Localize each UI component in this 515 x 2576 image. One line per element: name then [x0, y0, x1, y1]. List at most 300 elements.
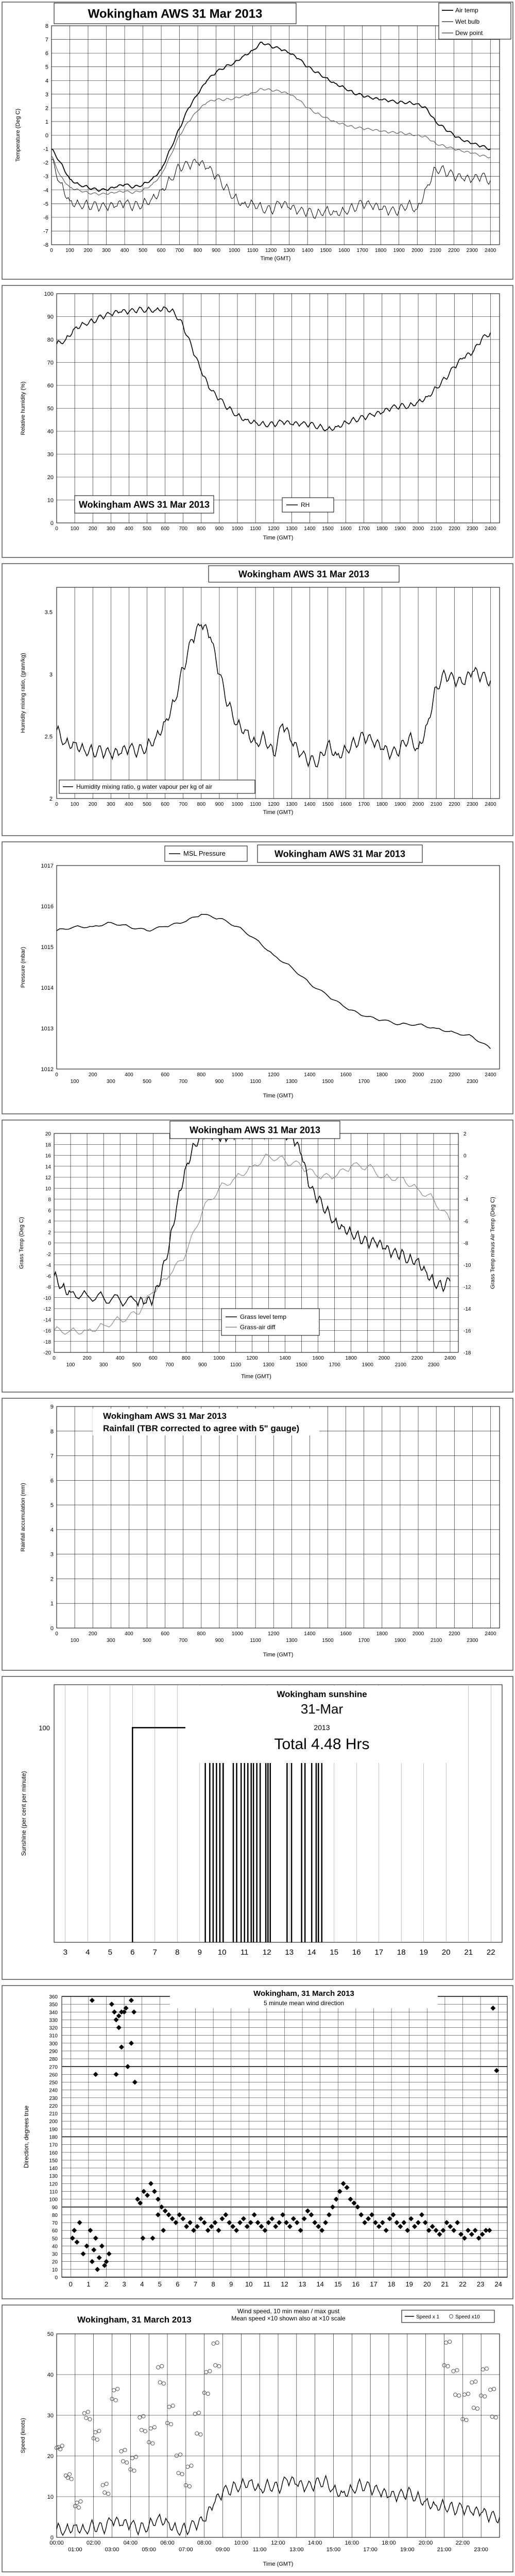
x-tick-label: 1500	[296, 1362, 307, 1368]
x-tick-label: 13	[285, 1948, 294, 1957]
y-axis-label: Grass Temp (Deg C)	[19, 1217, 25, 1269]
y-tick-label: 260	[49, 2072, 58, 2078]
x-tick-label: 2000	[412, 1072, 424, 1078]
x-tick-label: 300	[106, 1079, 115, 1084]
x-tick-label: 1100	[230, 1362, 242, 1368]
chart-subtitle-2: Mean speed ×10 shown also at ×10 scale	[231, 2315, 346, 2322]
y-tick-label: 2.5	[44, 734, 53, 740]
x-tick-label: 19	[405, 2280, 413, 2288]
x-tick-label: 1700	[358, 526, 370, 532]
x-tick-label: 15	[334, 2280, 342, 2288]
x-tick-label: 12:00	[271, 2540, 285, 2546]
y-tick-label: 90	[52, 2205, 58, 2211]
x-tick-label: 20	[423, 2280, 431, 2288]
x-tick-label: 15:00	[326, 2547, 341, 2553]
legend-box	[402, 2310, 494, 2323]
x-tick-label: 2400	[485, 248, 496, 253]
y-tick-label: 180	[49, 2134, 58, 2141]
y-tick-label: 130	[49, 2174, 58, 2180]
x-tick-label: 2300	[467, 526, 478, 532]
x-tick-label: 700	[179, 1638, 188, 1643]
x-tick-label: 200	[83, 248, 93, 253]
chart-title: Wokingham AWS 31 Mar 2013	[78, 499, 210, 510]
x-tick-label: 400	[125, 1072, 133, 1078]
x-tick-label: 18	[387, 2280, 396, 2288]
x-tick-label: 1600	[340, 526, 352, 532]
x-tick-label: 1900	[394, 526, 406, 532]
x-tick-label: 1100	[250, 526, 261, 532]
x-tick-label: 14	[307, 1948, 316, 1957]
x-axis-label: Time (GMT)	[263, 1093, 294, 1099]
chart-subtitle: 5 minute mean wind direction	[263, 1999, 345, 2007]
x-tick-label: 21	[464, 1948, 473, 1957]
x-tick-label: 100	[66, 1362, 75, 1368]
x-tick-label: 100	[70, 1638, 79, 1643]
y-tick-label: 0	[50, 2535, 54, 2541]
x-tick-label: 1600	[312, 1355, 324, 1361]
x-tick-label: 1800	[376, 802, 388, 807]
y-tick-label: 3	[45, 91, 48, 98]
x-tick-label: 1600	[340, 1631, 352, 1637]
y-tick-label: 4	[50, 1527, 54, 1533]
x-tick-label: 8	[175, 1948, 180, 1957]
x-tick-label: 0	[50, 248, 53, 253]
y-tick-label: -2	[43, 160, 48, 166]
y-tick-label: 1	[45, 118, 48, 125]
x-tick-label: 100	[70, 1079, 79, 1084]
wind-speed-chart	[0, 2303, 515, 2576]
y-tick-label: 350	[49, 2002, 58, 2008]
chart-title: Wokingham sunshine	[277, 1689, 367, 1699]
x-tick-label: 2100	[430, 248, 441, 253]
x-tick-label: 24	[494, 2280, 502, 2288]
y-tick-label: 110	[49, 2189, 58, 2195]
x-tick-label: 300	[106, 526, 115, 532]
legend-label: RH	[301, 501, 310, 509]
y-tick-label: 240	[49, 2088, 58, 2094]
x-tick-label: 06:00	[160, 2540, 175, 2546]
y-tick-label: 100	[44, 291, 54, 297]
y-tick-label: -18	[43, 1339, 51, 1345]
x-tick-label: 2200	[449, 1072, 460, 1078]
x-tick-label: 2400	[485, 1072, 496, 1078]
x-tick-label: 500	[143, 1079, 151, 1084]
y-axis-label: Rainfall accumulation (mm)	[20, 1483, 26, 1552]
x-tick-label: 00:00	[49, 2540, 64, 2546]
x-tick-label: 11	[263, 2280, 270, 2288]
x-tick-label: 2100	[431, 802, 442, 807]
x-tick-label: 6	[176, 2280, 180, 2288]
x-tick-label: 500	[132, 1362, 141, 1368]
x-tick-label: 2000	[412, 526, 424, 532]
x-tick-label: 900	[215, 1638, 224, 1643]
y-tick-label: 0	[45, 132, 48, 139]
y-tick-label: 60	[47, 383, 54, 389]
y-right-tick-label: -18	[464, 1350, 471, 1356]
y-tick-label: 270	[49, 2064, 58, 2071]
x-tick-label: 1700	[329, 1362, 340, 1368]
y-tick-label: 100	[49, 2197, 58, 2203]
sunshine-total: Total 4.48 Hrs	[274, 1736, 370, 1753]
y-tick-label: 320	[49, 2025, 58, 2031]
y-tick-label: 1015	[41, 944, 54, 951]
x-tick-label: 500	[143, 526, 151, 532]
x-tick-label: 1900	[394, 1638, 406, 1643]
y-tick-label: 1012	[41, 1066, 54, 1073]
x-tick-label: 2200	[449, 1631, 460, 1637]
x-tick-label: 2200	[449, 526, 460, 532]
x-tick-label: 17:00	[363, 2547, 377, 2553]
x-tick-label: 20:00	[418, 2540, 433, 2546]
y-tick-label: 80	[52, 2212, 58, 2218]
y-tick-label: 2	[45, 105, 48, 112]
x-tick-label: 1100	[250, 1079, 261, 1084]
x-tick-label: 02:00	[86, 2540, 101, 2546]
x-tick-label: 1300	[263, 1362, 274, 1368]
x-tick-label: 19	[419, 1948, 428, 1957]
x-tick-label: 10	[245, 2280, 253, 2288]
chart-subtitle: Wind speed, 10 min mean / max gust	[237, 2308, 340, 2315]
x-tick-label: 1700	[358, 1638, 370, 1643]
wind-direction-chart	[0, 1984, 515, 2303]
x-tick-label: 1700	[358, 802, 370, 807]
y-right-tick-label: -6	[464, 1219, 468, 1225]
x-tick-label: 1900	[362, 1362, 373, 1368]
wind-speed-chart-panel	[0, 2303, 515, 2576]
x-tick-label: 700	[165, 1362, 174, 1368]
mixing-ratio-chart	[0, 562, 515, 840]
x-axis-label: Time (GMT)	[263, 535, 294, 541]
y-tick-label: 70	[52, 2221, 58, 2227]
x-tick-label: 300	[102, 248, 111, 253]
y-tick-label: 10	[47, 497, 54, 504]
x-tick-label: 2300	[466, 248, 478, 253]
legend-label: Speed x 1	[416, 2314, 440, 2320]
x-tick-label: 700	[175, 248, 184, 253]
y-tick-label: 330	[49, 2018, 58, 2024]
chart-title: Wokingham, 31 March 2013	[253, 1989, 354, 1998]
y-tick-label: 230	[49, 2095, 58, 2102]
legend-label: MSL Pressure	[183, 850, 226, 857]
x-tick-label: 2000	[412, 802, 424, 807]
y-right-axis-label: Grass Temp minus Air Temp (Deg C)	[490, 1197, 496, 1289]
x-tick-label: 100	[70, 802, 79, 807]
x-tick-label: 1300	[283, 248, 295, 253]
x-tick-label: 03:00	[105, 2547, 119, 2553]
x-tick-label: 800	[197, 1072, 206, 1078]
x-tick-label: 8	[211, 2280, 215, 2288]
x-tick-label: 10	[217, 1948, 227, 1957]
x-tick-label: 13:00	[289, 2547, 304, 2553]
y-tick-label: 80	[47, 337, 54, 343]
x-tick-label: 1100	[250, 1638, 261, 1643]
y-tick-label: -10	[43, 1295, 51, 1301]
y-tick-label: 20	[52, 2259, 58, 2265]
plot-area	[57, 587, 500, 799]
y-tick-label: 0	[50, 520, 54, 527]
legend-box	[221, 1309, 319, 1335]
x-tick-label: 200	[88, 526, 97, 532]
y-tick-label: 170	[49, 2142, 58, 2148]
legend-label: Air temp	[455, 7, 478, 14]
y-tick-label: 0	[50, 1625, 54, 1632]
x-tick-label: 2300	[467, 1638, 478, 1643]
x-tick-label: 16:00	[345, 2540, 359, 2546]
y-tick-label: 50	[47, 2331, 54, 2337]
legend-label: Wet bulb	[455, 18, 480, 25]
y-tick-label: 280	[49, 2057, 58, 2063]
x-tick-label: 900	[215, 1079, 224, 1084]
y-axis-label: Relative humidity (%)	[20, 381, 26, 435]
y-tick-label: 4	[48, 1219, 51, 1225]
x-tick-label: 900	[215, 526, 224, 532]
x-tick-label: 1400	[304, 1072, 316, 1078]
x-tick-label: 1200	[268, 526, 280, 532]
y-axis-label: Humidity mixing ratio, (gram/kg)	[20, 653, 26, 733]
x-tick-label: 900	[215, 802, 224, 807]
humidity-chart-panel	[0, 283, 515, 562]
y-tick-label: 1013	[41, 1026, 54, 1032]
x-tick-label: 400	[115, 1355, 125, 1361]
y-tick-label: 120	[49, 2181, 58, 2188]
y-tick-label: 20	[45, 1131, 51, 1137]
y-tick-label: 6	[45, 50, 48, 57]
x-axis-label: Time (GMT)	[263, 809, 294, 816]
pressure-chart-panel	[0, 840, 515, 1118]
x-tick-label: 7	[193, 2280, 198, 2288]
x-tick-label: 1300	[286, 1079, 298, 1084]
x-tick-label: 1500	[322, 1638, 334, 1643]
y-tick-label: 220	[49, 2103, 58, 2109]
x-tick-label: 21:00	[437, 2547, 452, 2553]
y-tick-label: 290	[49, 2048, 58, 2055]
x-tick-label: 1200	[265, 248, 277, 253]
x-tick-label: 3	[122, 2280, 126, 2288]
x-tick-label: 2100	[431, 526, 442, 532]
x-tick-label: 1800	[376, 1072, 388, 1078]
y-tick-label: 0	[48, 1241, 51, 1247]
y-tick-label: 5	[45, 64, 48, 71]
y-right-tick-label: -2	[464, 1175, 468, 1181]
x-tick-label: 600	[161, 1631, 169, 1637]
y-tick-label: 9	[50, 1404, 54, 1410]
x-tick-label: 1000	[231, 526, 244, 532]
x-tick-label: 200	[88, 802, 97, 807]
x-tick-label: 1300	[286, 802, 298, 807]
y-tick-label: -12	[43, 1307, 51, 1312]
x-tick-label: 500	[139, 248, 147, 253]
y-tick-label: 30	[47, 451, 54, 458]
x-tick-label: 2000	[412, 1631, 424, 1637]
y-tick-label: 210	[49, 2111, 58, 2117]
y-tick-label: -4	[43, 187, 48, 194]
y-tick-label: 3	[49, 671, 53, 678]
x-tick-label: 600	[157, 248, 166, 253]
x-tick-label: 1400	[279, 1355, 291, 1361]
x-tick-label: 14:00	[307, 2540, 322, 2546]
x-tick-label: 600	[161, 802, 169, 807]
y-tick-label: 10	[52, 2267, 58, 2273]
y-tick-label: 6	[48, 1208, 51, 1214]
y-tick-label: -5	[43, 201, 48, 208]
legend-label: Speed x10	[455, 2314, 480, 2320]
x-tick-label: 1800	[375, 248, 387, 253]
x-tick-label: 1500	[320, 248, 332, 253]
x-tick-label: 22	[486, 1948, 495, 1957]
grass-temp-chart	[0, 1118, 515, 1396]
x-tick-label: 7	[152, 1948, 157, 1957]
rainfall-chart	[0, 1396, 515, 1674]
chart-title: Wokingham AWS 31 Mar 2013	[189, 1125, 321, 1136]
x-tick-label: 400	[125, 1631, 133, 1637]
x-tick-label: 12	[281, 2280, 288, 2288]
x-tick-label: 5	[108, 1948, 112, 1957]
y-tick-label: 300	[49, 2041, 58, 2047]
x-tick-label: 22:00	[455, 2540, 470, 2546]
y-tick-label: 5	[50, 1502, 54, 1509]
chart-title: Wokingham, 31 March 2013	[77, 2315, 192, 2325]
x-tick-label: 1500	[322, 1079, 334, 1084]
y-tick-label: 10	[47, 2494, 54, 2500]
y-tick-label: 310	[49, 2033, 58, 2039]
y-tick-label: 7	[45, 37, 48, 43]
y-tick-label: 1016	[41, 904, 54, 910]
x-tick-label: 4	[140, 2280, 144, 2288]
plot-area	[57, 866, 500, 1069]
y-tick-label: 3	[50, 1551, 54, 1558]
y-tick-label: -2	[46, 1251, 51, 1258]
y-tick-label: 18	[45, 1142, 51, 1148]
y-tick-label: 3.5	[44, 609, 53, 616]
x-tick-label: 15	[330, 1948, 339, 1957]
x-axis-label: Time (GMT)	[241, 1374, 271, 1380]
x-tick-label: 100	[65, 248, 74, 253]
x-tick-label: 1500	[322, 526, 334, 532]
x-tick-label: 900	[198, 1362, 207, 1368]
temperature-chart	[0, 0, 515, 283]
y-axis-label: Direction, degrees true	[23, 2105, 30, 2168]
wind-direction-chart-panel	[0, 1984, 515, 2303]
x-tick-label: 1300	[286, 1638, 298, 1643]
x-tick-label: 13	[298, 2280, 306, 2288]
y-right-tick-label: 2	[464, 1131, 467, 1137]
y-right-tick-label: -16	[464, 1328, 471, 1334]
y-tick-label: 1	[50, 1601, 54, 1607]
y-tick-label: -4	[46, 1263, 51, 1268]
x-tick-label: 2100	[431, 1079, 442, 1084]
x-tick-label: 6	[130, 1948, 135, 1957]
y-tick-label: 12	[45, 1175, 51, 1181]
y-tick-label: -1	[43, 146, 48, 153]
x-tick-label: 200	[82, 1355, 92, 1361]
x-tick-label: 2200	[449, 802, 460, 807]
y-tick-label: 30	[47, 2413, 54, 2419]
y-tick-label: 190	[49, 2127, 58, 2133]
y-tick-label: 30	[52, 2251, 58, 2258]
x-tick-label: 400	[125, 802, 133, 807]
x-tick-label: 1100	[250, 802, 261, 807]
x-tick-label: 2100	[394, 1362, 406, 1368]
pressure-chart	[0, 840, 515, 1118]
y-tick-label: 100	[39, 1724, 50, 1732]
x-tick-label: 22	[459, 2280, 467, 2288]
x-tick-label: 900	[212, 248, 220, 253]
y-tick-label: 150	[49, 2158, 58, 2164]
x-tick-label: 12	[262, 1948, 271, 1957]
x-tick-label: 300	[99, 1362, 108, 1368]
x-tick-label: 1900	[394, 802, 406, 807]
x-tick-label: 21	[441, 2280, 449, 2288]
x-tick-label: 500	[143, 802, 151, 807]
y-tick-label: 16	[45, 1153, 51, 1159]
y-tick-label: 1017	[41, 863, 54, 869]
y-tick-label: -14	[43, 1317, 51, 1324]
chart-subtitle: Rainfall (TBR corrected to agree with 5" gauge)	[103, 1423, 300, 1433]
y-axis-label: Speed (knots)	[20, 2418, 26, 2453]
sunshine-chart	[0, 1674, 515, 1984]
x-tick-label: 700	[179, 802, 188, 807]
x-tick-label: 1000	[213, 1355, 225, 1361]
y-tick-label: 8	[48, 1197, 51, 1203]
y-right-tick-label: -10	[464, 1263, 471, 1268]
chart-title: Wokingham AWS 31 Mar 2013	[274, 849, 406, 859]
y-axis-label: Pressure (mbar)	[20, 946, 26, 988]
chart-year: 2013	[314, 1723, 330, 1732]
x-tick-label: 1000	[231, 1072, 244, 1078]
x-axis-label: Time (GMT)	[263, 1652, 294, 1658]
y-tick-label: 50	[52, 2236, 58, 2242]
y-right-tick-label: -14	[464, 1307, 471, 1312]
x-tick-label: 1300	[286, 526, 298, 532]
y-tick-label: 4	[45, 78, 48, 84]
x-tick-label: 1700	[356, 248, 368, 253]
x-tick-label: 19:00	[400, 2547, 415, 2553]
plot-area	[57, 1406, 500, 1628]
x-tick-label: 700	[179, 526, 188, 532]
x-tick-label: 1200	[268, 1631, 280, 1637]
x-tick-label: 11	[240, 1948, 249, 1957]
y-tick-label: 140	[49, 2166, 58, 2172]
x-tick-label: 100	[70, 526, 79, 532]
grass-temp-chart-panel	[0, 1118, 515, 1396]
x-tick-label: 14	[316, 2280, 324, 2288]
x-tick-label: 2300	[467, 1079, 478, 1084]
x-tick-label: 800	[197, 1631, 206, 1637]
x-tick-label: 18	[397, 1948, 406, 1957]
x-tick-label: 1400	[304, 802, 316, 807]
y-tick-label: 2	[48, 1230, 51, 1236]
x-tick-label: 23	[476, 2280, 485, 2288]
x-tick-label: 1900	[394, 1079, 406, 1084]
x-tick-label: 1000	[228, 248, 241, 253]
x-tick-label: 700	[179, 1079, 188, 1084]
x-tick-label: 200	[88, 1631, 97, 1637]
x-tick-label: 0	[55, 1072, 58, 1078]
y-tick-label: 6	[50, 1478, 54, 1484]
x-tick-label: 600	[161, 1072, 169, 1078]
y-tick-label: 40	[52, 2244, 58, 2250]
y-tick-label: 7	[50, 1453, 54, 1460]
y-tick-label: 0	[55, 2275, 58, 2281]
y-tick-label: 1014	[41, 985, 54, 991]
x-tick-label: 20	[441, 1948, 451, 1957]
y-right-tick-label: -8	[464, 1241, 468, 1247]
sunshine-chart-panel	[0, 1674, 515, 1984]
x-tick-label: 08:00	[197, 2540, 212, 2546]
x-tick-label: 09:00	[215, 2547, 230, 2553]
relative-humidity-chart	[0, 283, 515, 562]
x-tick-label: 17	[370, 2280, 377, 2288]
